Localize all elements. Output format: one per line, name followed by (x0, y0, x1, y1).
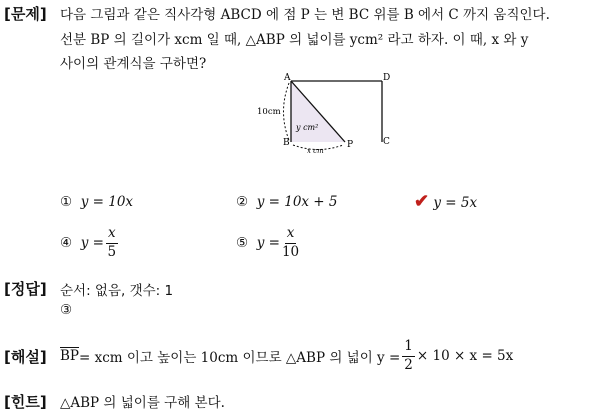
choice-4[interactable] (60, 227, 120, 259)
answer-order-count: 순서: 없음, 갯수: 1 (60, 283, 174, 299)
choice-lhs: y = (256, 235, 280, 251)
segment-bp: $\overline{BP}$ (60, 348, 80, 364)
label-side-length: 10cm (257, 107, 281, 117)
label-d: D (383, 73, 391, 83)
label-b: B (283, 138, 290, 148)
problem-line-3: 사이의 관계식을 구하면? (60, 56, 207, 72)
brace-ab (284, 83, 290, 140)
choice-5[interactable] (236, 227, 301, 259)
choice-2[interactable] (236, 194, 338, 210)
choice-expression: y = 5x (433, 195, 478, 211)
rectangle-figure (250, 70, 400, 155)
label-c: C (383, 137, 390, 147)
problem-tag: [문제] (4, 5, 47, 23)
fraction (282, 227, 299, 259)
explanation-part-1: = xcm 이고 높이는 10cm 이므로 △ABP 의 넓이 y = (79, 350, 401, 366)
problem-line-2: 선분 BP 의 길이가 xcm 일 때, △ABP 의 넓이를 ycm² 라고 하자. 이 때, x 와 y (60, 32, 529, 48)
fraction-half (402, 340, 415, 372)
hint-text: △ABP 의 넓이를 구해 본다. (60, 395, 225, 411)
fraction-numerator: 1 (402, 340, 415, 357)
fraction-denominator: 10 (281, 243, 300, 260)
explanation-text (60, 340, 513, 372)
fraction-denominator: 2 (404, 356, 413, 373)
hint-tag: [힌트] (4, 393, 47, 411)
choice-number: ① (60, 194, 73, 210)
fraction-numerator: x (285, 227, 297, 244)
answer-tag: [정답] (4, 280, 47, 298)
choice-lhs: y = (80, 235, 104, 251)
answer-value: ③ (60, 302, 73, 318)
label-base: x cm (307, 147, 324, 155)
label-area: y cm² (296, 123, 319, 132)
checkmark-icon: ✔ (414, 191, 430, 212)
choice-3[interactable] (414, 191, 477, 212)
choice-number: ② (236, 194, 249, 210)
label-a: A (284, 73, 291, 83)
problem-line-1: 다음 그림과 같은 직사각형 ABCD 에 점 P 는 변 BC 위를 B 에서 C 까지 움직인다. (60, 7, 550, 23)
label-p: P (347, 140, 354, 150)
fraction (106, 227, 118, 259)
fraction-denominator: 5 (107, 243, 117, 260)
choice-1[interactable] (60, 194, 133, 210)
choice-number: ④ (60, 235, 73, 251)
fraction-numerator: x (106, 227, 118, 244)
explanation-part-2: × 10 × x = 5x (416, 348, 514, 364)
choice-number: ⑤ (236, 235, 249, 251)
choice-expression: y = 10x + 5 (256, 194, 338, 210)
explanation-tag: [해설] (4, 348, 47, 366)
choice-expression: y = 10x (80, 194, 134, 210)
